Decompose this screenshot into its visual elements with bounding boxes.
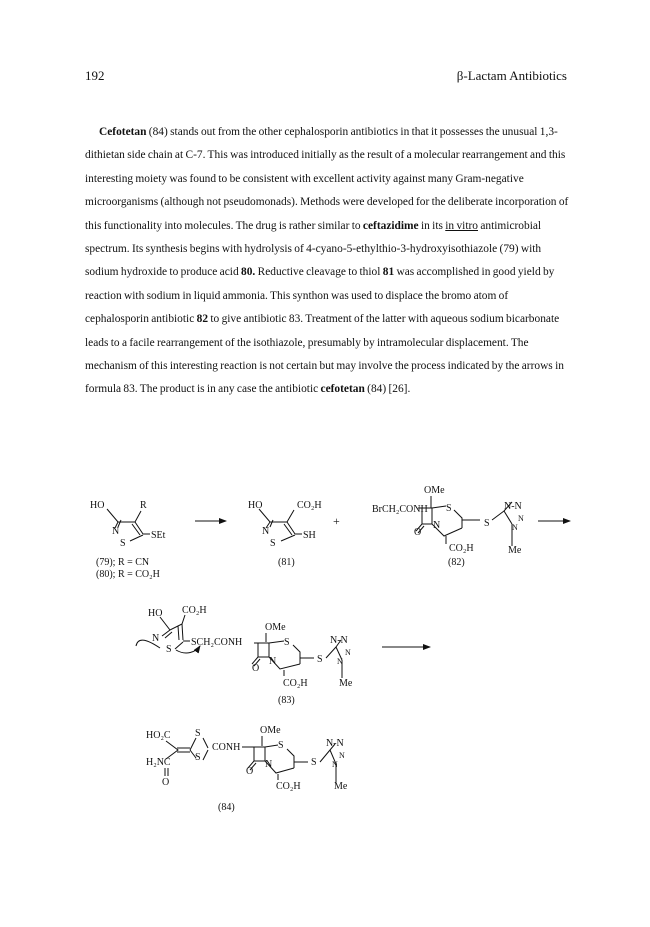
plus-sign: + xyxy=(333,514,340,528)
c84-n-ring: N xyxy=(265,759,273,770)
c83-co2h-top: CO₂H xyxy=(182,605,207,616)
c83-o: O xyxy=(252,663,260,674)
c83-n2: N xyxy=(337,657,343,666)
body-run: 80. xyxy=(241,266,256,279)
c82-n2: N xyxy=(512,523,518,532)
body-run: (84) [26]. xyxy=(364,383,411,396)
c82-o: O xyxy=(414,527,422,538)
c82-ome: OMe xyxy=(424,485,445,496)
body-run: to give antibiotic 83. Treatment of the latter with aqueous sodium bicarbonate leads to a facile rearrangement of the isothiazole, presumably by intramolecular displacement. The mechanism of this interesting reaction is not certain but may involve the process indicated by the arrows in formula 83. The product is in any case the antibiotic xyxy=(85,313,564,396)
body-run: Reductive cleavage to thiol xyxy=(255,266,383,279)
body-run: (84) stands out from the other cephalosporin antibiotics in that it possesses the unusual 1,3-dithietan side chain at C-7. This was introduced initially as the result of a molecular rearrangement and this interesting moiety was found to be consistent with excellent activity against many Gram-negative microorganisms (although not pseudomonads). Methods were developed for the deliberate incorporation of this functionality into molecules. The drug is rather similar to xyxy=(85,126,569,232)
c84-ome: OMe xyxy=(260,725,281,736)
c84-ho2c: HO₂C xyxy=(146,730,171,741)
compound-83 xyxy=(136,605,353,706)
c79-s: S xyxy=(120,538,126,549)
c79-label-2: (80); R = CO₂H xyxy=(96,569,160,580)
c84-conh: CONH xyxy=(212,742,241,753)
c83-ome: OMe xyxy=(265,622,286,633)
compound-84 xyxy=(146,725,348,813)
c84-s-ring: S xyxy=(278,740,284,751)
c79-ho: HO xyxy=(90,500,105,511)
c81-n: N xyxy=(262,526,270,537)
c83-nn: N-N xyxy=(330,635,348,646)
c84-s-bot: S xyxy=(195,752,201,763)
c84-n2: N xyxy=(332,760,338,769)
running-title: β-Lactam Antibiotics xyxy=(456,68,567,83)
compound-81 xyxy=(248,500,322,568)
body-run: 81 xyxy=(382,266,395,279)
c84-o-amide: O xyxy=(162,777,170,788)
c81-sh: SH xyxy=(303,530,316,541)
c82-n-ring: N xyxy=(433,520,441,531)
c83-s-link: S xyxy=(317,654,323,665)
c82-nn: N-N xyxy=(504,501,522,512)
body-run: antimicrobial spectrum. Its synthesis begins with hydrolysis of 4-cyano-5-ethylthio-3-hydroxyisothiazole (79) with sodium hydroxide to produce acid xyxy=(85,219,542,279)
c84-n1: N xyxy=(339,751,345,760)
c84-nn: N-N xyxy=(326,738,344,749)
c82-s-link: S xyxy=(484,518,490,529)
c84-co2h: CO₂H xyxy=(276,781,301,792)
c84-me: Me xyxy=(334,781,348,792)
c83-n1: N xyxy=(345,648,351,657)
body-run: in its xyxy=(418,219,446,232)
compound-82 xyxy=(372,485,524,568)
c83-co2h: CO₂H xyxy=(283,678,308,689)
page-number: 192 xyxy=(85,68,105,83)
c81-ho: HO xyxy=(248,500,263,511)
c84-o: O xyxy=(246,766,254,777)
body-run: ceftazidime xyxy=(362,219,419,232)
body-run: cefotetan xyxy=(320,383,365,396)
body-run: 82 xyxy=(196,313,209,326)
c82-co2h: CO₂H xyxy=(449,543,474,554)
c83-s-ring: S xyxy=(284,637,290,648)
c79-n: N xyxy=(112,526,120,537)
body-run: Cefotetan xyxy=(99,126,147,138)
c79-r: R xyxy=(140,500,147,511)
c83-side: SCH₂CONH xyxy=(191,637,243,648)
c81-label: (81) xyxy=(278,557,295,568)
c82-n1: N xyxy=(518,514,524,523)
c79-label-1: (79); R = CN xyxy=(96,557,150,568)
c82-me: Me xyxy=(508,545,522,556)
c83-ho: HO xyxy=(148,608,163,619)
c83-label: (83) xyxy=(278,695,295,706)
c83-s: S xyxy=(166,644,172,655)
c83-me: Me xyxy=(339,678,353,689)
c84-h2nc: H₂NC xyxy=(146,757,171,768)
c84-label: (84) xyxy=(218,802,235,813)
c82-label: (82) xyxy=(448,557,465,568)
compound-79 xyxy=(90,500,166,580)
c82-s-ring: S xyxy=(446,503,452,514)
c81-co2h: CO₂H xyxy=(297,500,322,511)
body-run: was accomplished in good yield by reaction with sodium in liquid ammonia. This synthon was used to displace the bromo atom of cephalosporin antibiotic xyxy=(85,266,555,326)
c84-s-link: S xyxy=(311,757,317,768)
c82-side: BrCH₂CONH xyxy=(372,504,428,515)
c83-n: N xyxy=(152,633,160,644)
c81-s: S xyxy=(270,538,276,549)
c79-set: SEt xyxy=(151,530,166,541)
c84-s-top: S xyxy=(195,728,201,739)
body-run: in vitro xyxy=(445,219,478,232)
c83-n-ring: N xyxy=(269,656,277,667)
